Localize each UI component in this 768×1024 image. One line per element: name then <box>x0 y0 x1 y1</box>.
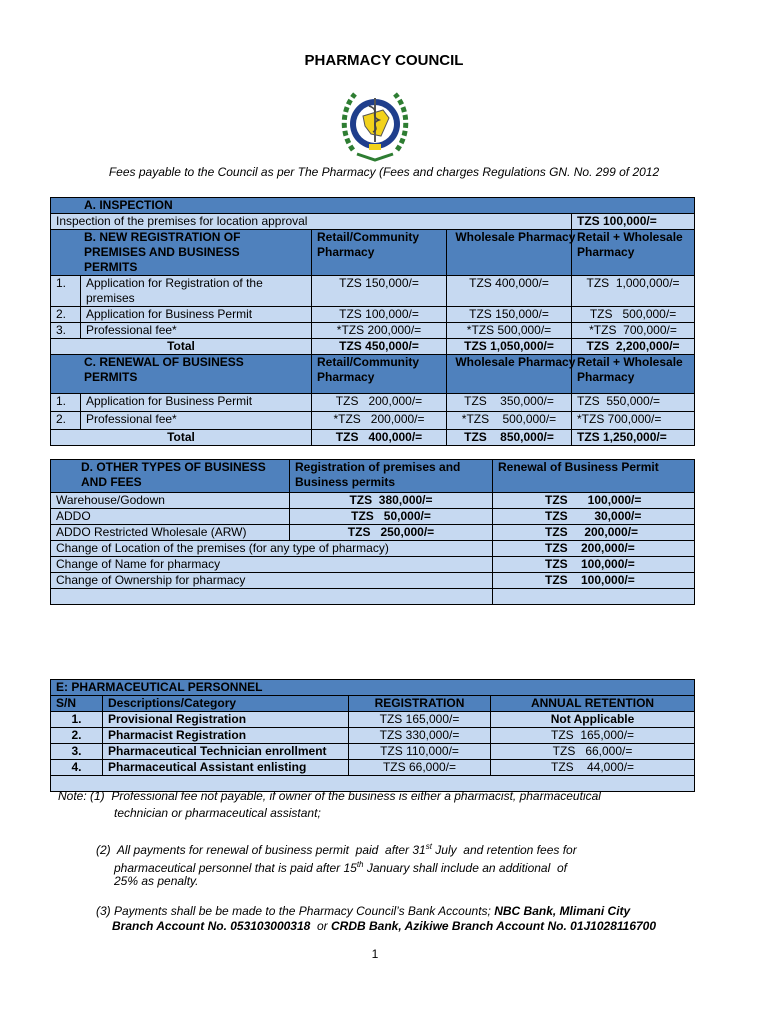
section-e-header <box>51 680 695 696</box>
table-row <box>51 323 695 339</box>
table-row <box>51 412 695 430</box>
fee-renewal: TZS 100,000/= <box>493 573 695 589</box>
table-row <box>51 394 695 412</box>
table-row <box>51 712 695 728</box>
note-2-text: July and retention fees for <box>431 843 577 857</box>
note-3-text: (3) Payments shall be be made to the Pharmacy Council’s Bank Accounts; <box>96 904 495 918</box>
inspection-fee: TZS 100,000/= <box>572 214 695 230</box>
table-row <box>51 525 695 541</box>
section-d-header <box>51 460 695 493</box>
note-1-line-2: technician or pharmaceutical assistant; <box>114 806 321 820</box>
row-number: 1. <box>51 276 81 307</box>
note-3-bank: NBC Bank, Mlimani City <box>494 904 631 918</box>
fee-retention: Not Applicable <box>491 712 695 728</box>
fee-retail: TZS 150,000/= <box>312 276 447 307</box>
fee-wholesale: *TZS 500,000/= <box>447 412 572 430</box>
note-2-text: January shall include an additional of <box>363 861 567 875</box>
section-c-header <box>51 355 695 394</box>
total-retail: TZS 400,000/= <box>312 430 447 446</box>
col-retail: Retail/Community Pharmacy <box>312 355 447 394</box>
row-number: 1. <box>51 712 103 728</box>
fee-retail: *TZS 200,000/= <box>312 412 447 430</box>
fee-renewal: TZS 200,000/= <box>493 525 695 541</box>
fee-registration: TZS 110,000/= <box>349 744 491 760</box>
fee-retail-wholesale: *TZS 700,000/= <box>572 323 695 339</box>
total-label: Total <box>51 339 312 355</box>
row-label: Change of Ownership for pharmacy <box>51 573 493 589</box>
note-3-text: or <box>310 919 331 933</box>
col-description: Descriptions/Category <box>103 696 349 712</box>
row-label: Change of Location of the premises (for any type of pharmacy) <box>51 541 493 557</box>
fees-table-d <box>50 459 695 605</box>
table-row <box>51 307 695 323</box>
col-annual-retention: ANNUAL RETENTION <box>491 696 695 712</box>
col-wholesale: Wholesale Pharmacy <box>447 355 572 394</box>
inspection-label: Inspection of the premises for location approval <box>51 214 572 230</box>
row-number: 2. <box>51 728 103 744</box>
fee-retail: TZS 200,000/= <box>312 394 447 412</box>
fee-retail-wholesale: TZS 550,000/= <box>572 394 695 412</box>
row-number: 3. <box>51 744 103 760</box>
section-d-title: D. OTHER TYPES OF BUSINESS AND FEES <box>51 460 290 493</box>
fee-registration: TZS 380,000/= <box>290 493 493 509</box>
table-row <box>51 493 695 509</box>
col-retail-wholesale: Retail + Wholesale Pharmacy <box>572 355 695 394</box>
fee-retention: TZS 44,000/= <box>491 760 695 776</box>
fee-retention: TZS 165,000/= <box>491 728 695 744</box>
note-2-sup: th <box>356 860 364 869</box>
row-label: Change of Name for pharmacy <box>51 557 493 573</box>
total-row <box>51 430 695 446</box>
section-e-title: E: PHARMACEUTICAL PERSONNEL <box>51 680 695 696</box>
table-row <box>51 760 695 776</box>
pharmacy-council-logo <box>339 84 411 162</box>
col-renewal: Renewal of Business Permit <box>493 460 695 493</box>
total-label: Total <box>51 430 312 446</box>
fee-renewal: TZS 100,000/= <box>493 493 695 509</box>
total-wholesale: TZS 1,050,000/= <box>447 339 572 355</box>
fees-table-abc <box>50 197 695 446</box>
empty-row <box>51 589 695 605</box>
row-number: 4. <box>51 760 103 776</box>
row-description: Provisional Registration <box>103 712 349 728</box>
fee-renewal: TZS 100,000/= <box>493 557 695 573</box>
total-retail: TZS 450,000/= <box>312 339 447 355</box>
note-2-cont <box>114 873 199 890</box>
row-label: Application for Business Permit <box>81 307 312 323</box>
section-c-title: C. RENEWAL OF BUSINESS PERMITS <box>51 355 312 394</box>
col-wholesale: Wholesale Pharmacy <box>447 230 572 276</box>
note-1-line-1: Note: (1) Professional fee not payable, if owner of the business is either a pharmacist, pharmaceutical <box>58 789 601 803</box>
fee-registration: TZS 66,000/= <box>349 760 491 776</box>
table-row <box>51 728 695 744</box>
fee-renewal: TZS 200,000/= <box>493 541 695 557</box>
section-a-title: A. INSPECTION <box>51 198 695 214</box>
row-number: 2. <box>51 307 81 323</box>
row-label: Professional fee* <box>81 412 312 430</box>
note-3-account: CRDB Bank, Azikiwe Branch Account No. 01J1028116700 <box>331 919 657 933</box>
note-2-text: (2) All payments for renewal of business permit paid after 31 <box>96 843 426 857</box>
row-label: Application for Business Permit <box>81 394 312 412</box>
col-retail: Retail/Community Pharmacy <box>312 230 447 276</box>
section-b-header <box>51 230 695 276</box>
note-2-text: 25% as penalty. <box>114 874 199 888</box>
fee-registration: TZS 330,000/= <box>349 728 491 744</box>
note-1-cont <box>114 805 321 822</box>
col-sn: S/N <box>51 696 103 712</box>
col-registration: Registration of premises and Business permits <box>290 460 493 493</box>
fee-registration: TZS 250,000/= <box>290 525 493 541</box>
note-2-text: pharmaceutical personnel that is paid after 15 <box>114 861 357 875</box>
table-row <box>51 509 695 525</box>
row-label: Professional fee* <box>81 323 312 339</box>
total-wholesale: TZS 850,000/= <box>447 430 572 446</box>
section-b-title: B. NEW REGISTRATION OF PREMISES AND BUSINESS PERMITS <box>51 230 312 276</box>
table-row <box>51 214 695 230</box>
table-row <box>51 573 695 589</box>
fee-wholesale: *TZS 500,000/= <box>447 323 572 339</box>
page-title: PHARMACY COUNCIL <box>304 52 464 69</box>
row-label: Warehouse/Godown <box>51 493 290 509</box>
total-retail-wholesale: TZS 2,200,000/= <box>572 339 695 355</box>
fee-retail: TZS 100,000/= <box>312 307 447 323</box>
col-retail-wholesale: Retail + Wholesale Pharmacy <box>572 230 695 276</box>
section-a-header <box>51 198 695 214</box>
row-description: Pharmaceutical Assistant enlisting <box>103 760 349 776</box>
row-label: ADDO Restricted Wholesale (ARW) <box>51 525 290 541</box>
row-description: Pharmaceutical Technician enrollment <box>103 744 349 760</box>
table-row <box>51 541 695 557</box>
row-label: Application for Registration of the premises <box>81 276 312 307</box>
table-row <box>51 557 695 573</box>
note-3-cont <box>112 918 656 935</box>
fee-retail: *TZS 200,000/= <box>312 323 447 339</box>
row-number: 3. <box>51 323 81 339</box>
row-description: Pharmacist Registration <box>103 728 349 744</box>
total-retail-wholesale: TZS 1,250,000/= <box>572 430 695 446</box>
table-row <box>51 276 695 307</box>
row-number: 1. <box>51 394 81 412</box>
personnel-table <box>50 679 695 792</box>
fee-wholesale: TZS 150,000/= <box>447 307 572 323</box>
row-label: ADDO <box>51 509 290 525</box>
col-registration: REGISTRATION <box>349 696 491 712</box>
row-number: 2. <box>51 412 81 430</box>
fee-retail-wholesale: TZS 500,000/= <box>572 307 695 323</box>
note-1 <box>58 788 601 805</box>
fee-retail-wholesale: TZS 1,000,000/= <box>572 276 695 307</box>
fee-wholesale: TZS 400,000/= <box>447 276 572 307</box>
fee-registration: TZS 165,000/= <box>349 712 491 728</box>
section-e-columns <box>51 696 695 712</box>
fee-registration: TZS 50,000/= <box>290 509 493 525</box>
fee-renewal: TZS 30,000/= <box>493 509 695 525</box>
note-2-sup: st <box>425 842 432 851</box>
fee-retail-wholesale: *TZS 700,000/= <box>572 412 695 430</box>
fee-retention: TZS 66,000/= <box>491 744 695 760</box>
fee-wholesale: TZS 350,000/= <box>447 394 572 412</box>
table-row <box>51 744 695 760</box>
fees-subtitle: Fees payable to the Council as per The Pharmacy (Fees and charges Regulations GN. No. 299 of 2012 <box>108 165 660 179</box>
total-row <box>51 339 695 355</box>
page-number: 1 <box>371 947 379 961</box>
note-3-account: Branch Account No. 053103000318 <box>112 919 311 933</box>
